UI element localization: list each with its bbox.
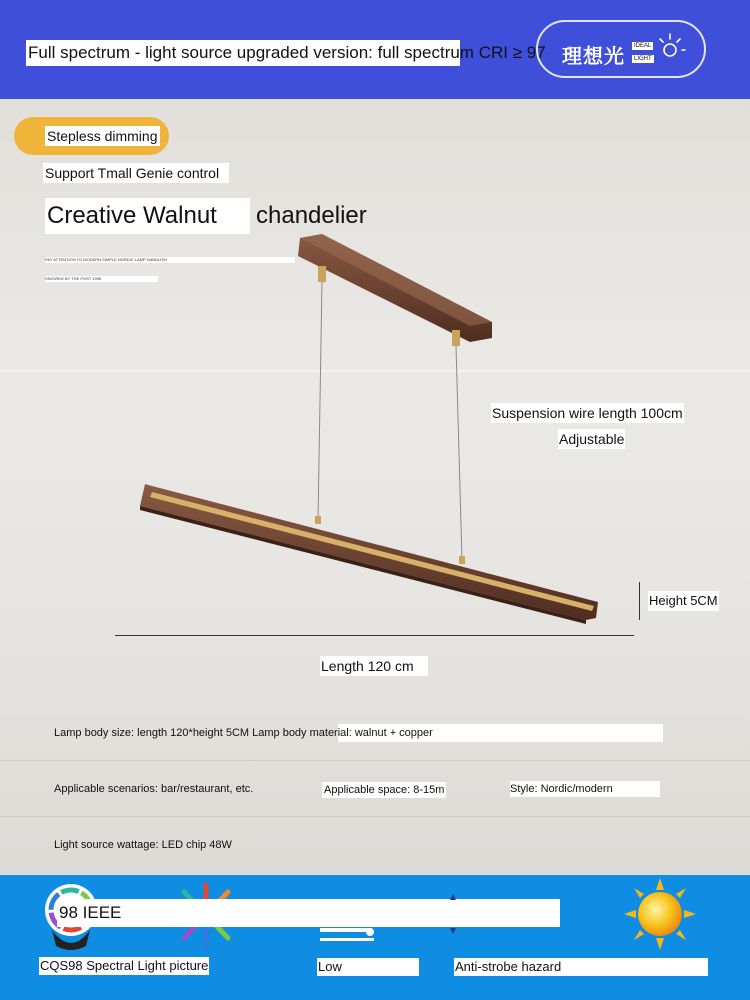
- spec-space: Applicable space: 8-15m: [324, 784, 445, 796]
- sun-icon: [624, 878, 696, 950]
- height-dimension-line: [639, 582, 640, 620]
- brand-logo-text: 理想光: [562, 46, 625, 68]
- title-part-1: Creative Walnut: [45, 198, 250, 234]
- length-dimension-line: [115, 635, 634, 636]
- spec-divider-2: [0, 816, 750, 817]
- spec-style: Style: Nordic/modern: [510, 781, 660, 797]
- spec-wattage: Light source wattage: LED chip 48W: [54, 839, 232, 851]
- spectrum-banner-text: Full spectrum - light source upgraded version: full spectrum CRI ≥ 97: [26, 40, 460, 66]
- adjustable-label: Adjustable: [559, 431, 625, 447]
- brand-logo-subtext-1: IDEAL: [634, 43, 652, 49]
- strobe-wave-icon: [446, 890, 460, 940]
- tmall-tag: Support Tmall Genie control: [43, 163, 229, 183]
- spec-scenarios: Applicable scenarios: bar/restaurant, etc.: [54, 783, 254, 795]
- low-blue-light-icon: [318, 888, 380, 948]
- cqs-label: CQS98 Spectral Light picture: [40, 958, 209, 973]
- spec-body-size: Lamp body size: length 120*height 5CM Lamp body material: walnut + copper: [54, 727, 433, 739]
- ieee-banner: [57, 899, 560, 927]
- length-label: Length 120 cm: [320, 656, 428, 676]
- spec-divider-1: [0, 760, 750, 761]
- title-part-2: chandelier: [256, 202, 367, 229]
- dimming-tag: Stepless dimming: [47, 128, 158, 144]
- ieee-label: 98 IEEE: [59, 903, 122, 922]
- low-blue-label: Low: [317, 958, 419, 976]
- walnut-chandelier-image: [0, 230, 750, 650]
- wire-length-label: Suspension wire length 100cm: [492, 405, 683, 421]
- tagline-1: PAY ATTENTION TO MODERN SIMPLE NORDIC LAMP DANDLISH: [45, 257, 295, 263]
- tagline-2: FAVORED BY THE POST 1995: [45, 276, 158, 282]
- brand-logo-subtext-2: LIGHT: [634, 56, 652, 62]
- height-label: Height 5CM: [648, 591, 719, 611]
- sun-rays-icon: [656, 30, 686, 64]
- anti-strobe-label: Anti-strobe hazard: [454, 958, 708, 976]
